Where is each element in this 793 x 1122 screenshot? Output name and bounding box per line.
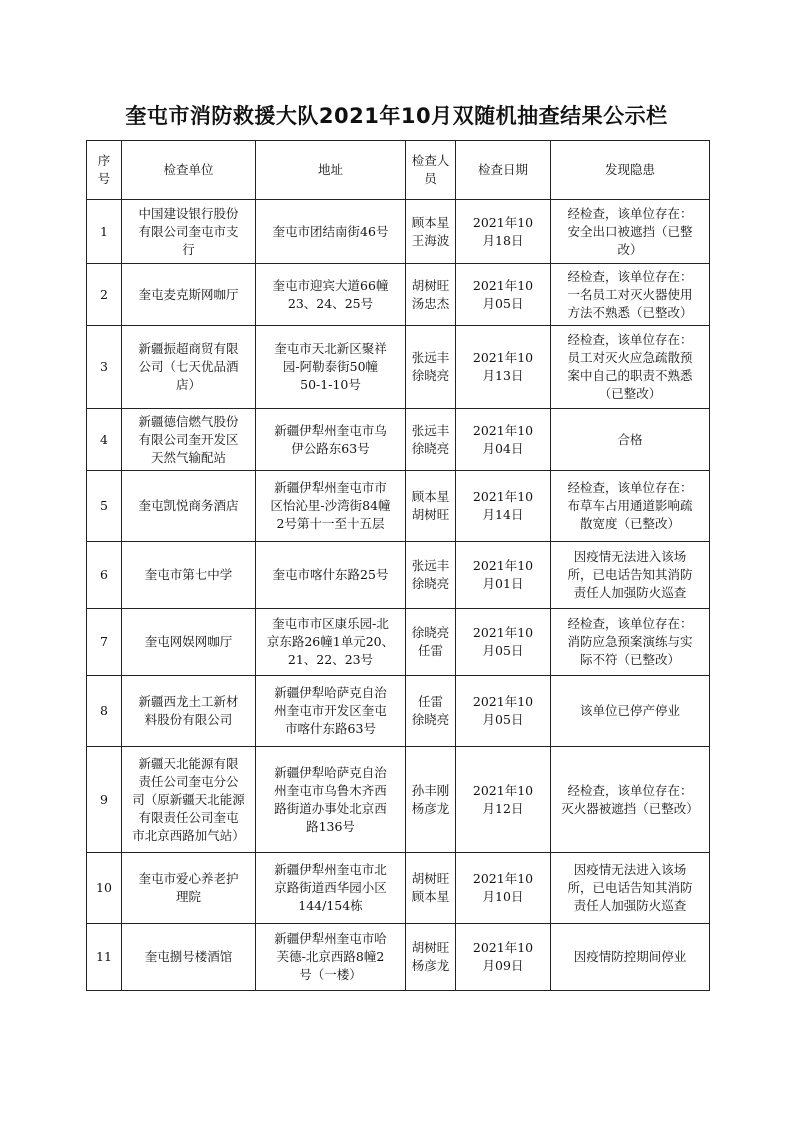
cell-findings: 因疫情无法进入该场 所，已电话告知其消防 责任人加强防火巡查 (551, 853, 710, 924)
table-row (87, 747, 710, 853)
table-row (87, 609, 710, 676)
cell-inspectors: 胡树旺 汤忠杰 (406, 264, 456, 326)
cell-findings: 经检查，该单位存在： 布草车占用通道影响疏 散宽度（已整改） (551, 471, 710, 542)
cell-address: 奎屯市团结南街46号 (256, 200, 406, 264)
cell-findings: 经检查，该单位存在： 安全出口被遮挡（已整 改） (551, 200, 710, 264)
cell-seq: 10 (87, 853, 122, 924)
cell-findings: 经检查，该单位存在： 灭火器被遮挡（已整改） (551, 747, 710, 853)
cell-address: 新疆伊犁哈萨克自治 州奎屯市开发区奎屯 市喀什东路63号 (256, 676, 406, 747)
cell-address: 奎屯市迎宾大道66幢 23、24、25号 (256, 264, 406, 326)
table-row (87, 264, 710, 326)
cell-inspectors: 张远丰 徐晓亮 (406, 409, 456, 471)
cell-unit: 新疆德信燃气股份 有限公司奎开发区 天然气输配站 (122, 409, 256, 471)
cell-address: 新疆伊犁州奎屯市市 区怡沁里-沙湾街84幢 2号第十一至十五层 (256, 471, 406, 542)
cell-seq: 1 (87, 200, 122, 264)
cell-seq: 6 (87, 542, 122, 609)
cell-date: 2021年10 月14日 (456, 471, 551, 542)
cell-inspectors: 任雷 徐晓亮 (406, 676, 456, 747)
table-row (87, 924, 710, 991)
table-row (87, 676, 710, 747)
cell-seq: 2 (87, 264, 122, 326)
cell-date: 2021年10 月05日 (456, 676, 551, 747)
cell-unit: 奎屯捌号楼酒馆 (122, 924, 256, 991)
cell-seq: 3 (87, 326, 122, 409)
cell-unit: 新疆天北能源有限 责任公司奎屯分公 司（原新疆天北能源 有限责任公司奎屯 市北京西路加气站） (122, 747, 256, 853)
cell-date: 2021年10 月12日 (456, 747, 551, 853)
cell-inspectors: 胡树旺 杨彦龙 (406, 924, 456, 991)
inspection-results-table (86, 140, 710, 991)
header-address: 地址 (256, 141, 406, 200)
cell-seq: 5 (87, 471, 122, 542)
header-unit: 检查单位 (122, 141, 256, 200)
cell-unit: 新疆西龙土工新材 料股份有限公司 (122, 676, 256, 747)
table-row (87, 326, 710, 409)
cell-inspectors: 徐晓亮 任雷 (406, 609, 456, 676)
cell-address: 奎屯市市区康乐园-北 京东路26幢1单元20、 21、22、23号 (256, 609, 406, 676)
cell-address: 新疆伊犁州奎屯市乌 伊公路东63号 (256, 409, 406, 471)
cell-address: 奎屯市天北新区聚祥 园-阿勒泰街50幢 50-1-10号 (256, 326, 406, 409)
cell-date: 2021年10 月13日 (456, 326, 551, 409)
cell-inspectors: 张远丰 徐晓亮 (406, 326, 456, 409)
cell-address: 新疆伊犁州奎屯市北 京路街道西华园小区 144/154栋 (256, 853, 406, 924)
cell-findings: 因疫情无法进入该场 所，已电话告知其消防 责任人加强防火巡查 (551, 542, 710, 609)
header-seq: 序 号 (87, 141, 122, 200)
cell-unit: 新疆振超商贸有限 公司（七天优品酒 店） (122, 326, 256, 409)
cell-unit: 奎屯麦克斯网咖厅 (122, 264, 256, 326)
cell-unit: 奎屯市第七中学 (122, 542, 256, 609)
header-date: 检查日期 (456, 141, 551, 200)
cell-inspectors: 胡树旺 顾本星 (406, 853, 456, 924)
cell-address: 奎屯市喀什东路25号 (256, 542, 406, 609)
cell-address: 新疆伊犁哈萨克自治 州奎屯市乌鲁木齐西 路街道办事处北京西 路136号 (256, 747, 406, 853)
cell-findings: 经检查，该单位存在： 一名员工对灭火器使用 方法不熟悉（已整改） (551, 264, 710, 326)
cell-seq: 11 (87, 924, 122, 991)
table-row (87, 200, 710, 264)
cell-unit: 中国建设银行股份 有限公司奎屯市支 行 (122, 200, 256, 264)
cell-unit: 奎屯市爱心养老护 理院 (122, 853, 256, 924)
cell-inspectors: 顾本星 王海波 (406, 200, 456, 264)
cell-unit: 奎屯网娱网咖厅 (122, 609, 256, 676)
cell-date: 2021年10 月01日 (456, 542, 551, 609)
table-row (87, 542, 710, 609)
table-row (87, 853, 710, 924)
cell-unit: 奎屯凯悦商务酒店 (122, 471, 256, 542)
header-findings: 发现隐患 (551, 141, 710, 200)
cell-findings: 经检查，该单位存在： 员工对灭火应急疏散预 案中自己的职责不熟悉 （已整改） (551, 326, 710, 409)
cell-date: 2021年10 月10日 (456, 853, 551, 924)
cell-findings: 因疫情防控期间停业 (551, 924, 710, 991)
cell-seq: 8 (87, 676, 122, 747)
cell-seq: 9 (87, 747, 122, 853)
cell-seq: 4 (87, 409, 122, 471)
page-title: 奎屯市消防救援大队2021年10月双随机抽查结果公示栏 (125, 104, 668, 128)
cell-date: 2021年10 月05日 (456, 264, 551, 326)
table-row (87, 409, 710, 471)
cell-inspectors: 顾本星 胡树旺 (406, 471, 456, 542)
cell-date: 2021年10 月09日 (456, 924, 551, 991)
header-inspectors: 检查人 员 (406, 141, 456, 200)
cell-findings: 经检查，该单位存在： 消防应急预案演练与实 际不符（已整改） (551, 609, 710, 676)
cell-date: 2021年10 月04日 (456, 409, 551, 471)
cell-findings: 该单位已停产停业 (551, 676, 710, 747)
table-row (87, 471, 710, 542)
cell-seq: 7 (87, 609, 122, 676)
cell-date: 2021年10 月18日 (456, 200, 551, 264)
cell-inspectors: 孙丰刚 杨彦龙 (406, 747, 456, 853)
table-header-row (87, 141, 710, 200)
cell-inspectors: 张远丰 徐晓亮 (406, 542, 456, 609)
cell-address: 新疆伊犁州奎屯市哈 芙德-北京西路8幢2 号（一楼） (256, 924, 406, 991)
cell-findings: 合格 (551, 409, 710, 471)
cell-date: 2021年10 月05日 (456, 609, 551, 676)
